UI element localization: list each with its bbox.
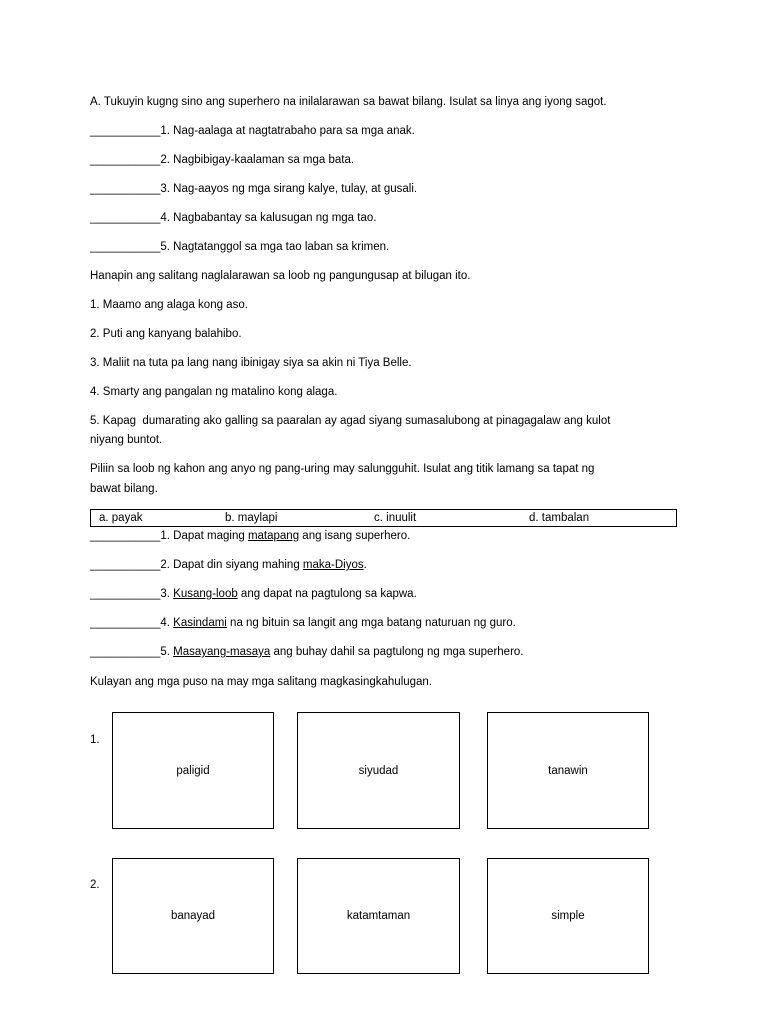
- answer-blank: ___________: [90, 588, 161, 600]
- item-text-after: ang isang superhero.: [299, 530, 411, 542]
- answer-blank: ___________: [90, 154, 161, 166]
- item-text: 1. Nag-aalaga at nagtatrabaho para sa mga anak.: [160, 125, 415, 137]
- choice-d: d. tambalan: [529, 512, 590, 524]
- section-b-instruction: Hanapin ang salitang naglalarawan sa loob ng pangungusap at bilugan ito.: [90, 270, 471, 282]
- choice-a: a. payak: [99, 512, 143, 524]
- answer-blank: ___________: [90, 183, 161, 195]
- section-b-item: 3. Maliit na tuta pa lang nang ibinigay siya sa akin ni Tiya Belle.: [90, 357, 412, 369]
- underlined-word: Kasindami: [173, 617, 227, 629]
- word-label: paligid: [176, 764, 210, 777]
- section-a-item: [90, 239, 389, 255]
- section-c-item: [90, 586, 417, 602]
- item-text-before: 3.: [160, 588, 174, 600]
- word-box: [297, 712, 460, 829]
- section-c-item: [90, 528, 410, 544]
- choices-box: [90, 509, 677, 527]
- row-number: 2.: [90, 879, 100, 891]
- word-label: banayad: [170, 910, 216, 922]
- word-box: [487, 712, 649, 829]
- item-text-before: 4.: [160, 617, 174, 629]
- underlined-word: maka-Diyos: [302, 559, 364, 571]
- section-c-item: [90, 557, 367, 573]
- answer-blank: ___________: [90, 241, 161, 253]
- answer-blank: ___________: [90, 125, 161, 137]
- item-text: 4. Nagbabantay sa kalusugan ng mga tao.: [160, 212, 377, 224]
- word-label: siyudad: [358, 764, 399, 777]
- item-text-after: .: [363, 559, 367, 571]
- underlined-word: matapang: [247, 530, 300, 542]
- underlined-word: Kusang-loob: [173, 588, 238, 600]
- word-box: [112, 712, 274, 829]
- row-number: 1.: [90, 734, 100, 746]
- item-text: 5. Nagtatanggol sa mga tao laban sa krimen.: [160, 241, 390, 253]
- section-c-item: [90, 615, 516, 631]
- answer-blank: ___________: [90, 617, 161, 629]
- section-a-item: [90, 152, 354, 168]
- answer-blank: ___________: [90, 212, 161, 224]
- item-text: 2. Nagbibigay-kaalaman sa mga bata.: [160, 154, 355, 166]
- section-b-item: 1. Maamo ang alaga kong aso.: [90, 299, 248, 311]
- word-box: [487, 858, 649, 974]
- item-text-after: ang dapat na pagtulong sa kapwa.: [237, 588, 417, 600]
- underlined-word: Masayang-masaya: [173, 646, 271, 658]
- item-text: 3. Nag-aayos ng mga sirang kalye, tulay, at gusali.: [160, 183, 418, 195]
- word-label: katamtaman: [346, 910, 411, 922]
- section-b-item: 2. Puti ang kanyang balahibo.: [90, 328, 242, 340]
- section-c-item: [90, 644, 524, 660]
- section-b-item: 5. Kapag dumarating ako galling sa paaralan ay agad siyang sumasalubong at pinagagalaw ang kulot: [90, 415, 611, 427]
- choice-b: b. maylapi: [225, 512, 278, 524]
- item-text-before: 5.: [160, 646, 174, 658]
- section-a-item: [90, 210, 376, 226]
- item-text-before: 2. Dapat din siyang mahing: [160, 559, 303, 571]
- section-b-item: 4. Smarty ang pangalan ng matalino kong alaga.: [90, 386, 338, 398]
- answer-blank: ___________: [90, 530, 161, 542]
- item-text-before: 1. Dapat maging: [160, 530, 248, 542]
- section-a-item: [90, 123, 415, 139]
- word-box: [297, 858, 460, 974]
- section-c-instruction-continuation: bawat bilang.: [90, 483, 158, 495]
- item-text-after: na ng bituin sa langit ang mga batang naturuan ng guro.: [226, 617, 516, 629]
- word-label: tanawin: [548, 764, 588, 777]
- section-b-item-continuation: niyang buntot.: [90, 434, 163, 446]
- section-d-instruction: Kulayan ang mga puso na may mga salitang magkasingkahulugan.: [90, 676, 433, 688]
- item-text-after: ang buhay dahil sa pagtulong ng mga superhero.: [270, 646, 524, 658]
- section-c-instruction: Piliin sa loob ng kahon ang anyo ng pang-uring may salungguhit. Isulat ang titik lamang sa tapat ng: [90, 463, 595, 475]
- word-label: simple: [551, 910, 585, 922]
- word-box: [112, 858, 274, 974]
- choice-c: c. inuulit: [374, 512, 417, 524]
- section-a-instruction: A. Tukuyin kugng sino ang superhero na inilalarawan sa bawat bilang. Isulat sa linya ang iyong sagot.: [90, 96, 607, 108]
- answer-blank: ___________: [90, 646, 161, 658]
- answer-blank: ___________: [90, 559, 161, 571]
- section-a-item: [90, 181, 417, 197]
